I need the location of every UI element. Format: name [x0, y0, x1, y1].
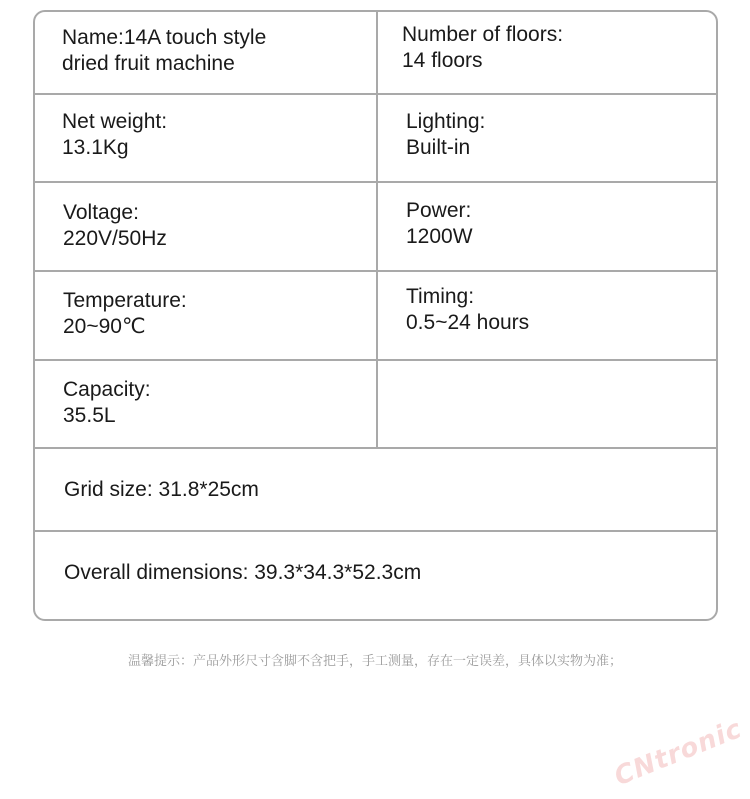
- spec-cell-name: [62, 25, 266, 77]
- spec-cell-net-weight: [62, 109, 167, 161]
- spec-row: [35, 183, 716, 272]
- spec-cell-power: [406, 198, 473, 250]
- spec-cell-capacity: [63, 377, 151, 429]
- spec-name-value: dried fruit machine: [62, 52, 235, 75]
- spec-overall-dimensions-text: Overall dimensions: 39.3*34.3*52.3cm: [64, 561, 422, 584]
- watermark-logo: CNtronic: [610, 713, 747, 793]
- spec-temperature-value: 20~90℃: [63, 315, 146, 338]
- spec-cell-lighting: [406, 109, 485, 161]
- spec-row: [35, 361, 716, 449]
- spec-lighting-label: Lighting:: [406, 110, 486, 133]
- spec-voltage-value: 220V/50Hz: [63, 227, 167, 250]
- spec-cell-grid-size: [64, 477, 259, 503]
- spec-cell-overall-dimensions: [64, 560, 421, 586]
- spec-timing-label: Timing:: [406, 285, 475, 308]
- spec-table: [33, 10, 718, 621]
- spec-floors-value: 14 floors: [402, 49, 483, 72]
- disclaimer-note: 温馨提示：产品外形尺寸含脚不含把手，手工测量，存在一定误差，具体以实物为准；: [127, 654, 622, 669]
- spec-power-label: Power:: [406, 199, 472, 222]
- spec-floors-label: Number of floors:: [402, 23, 564, 46]
- spec-temperature-label: Temperature:: [63, 289, 187, 312]
- spec-cell-timing: [406, 284, 529, 336]
- spec-net-weight-label: Net weight:: [62, 110, 168, 133]
- spec-grid-size-text: Grid size: 31.8*25cm: [64, 478, 259, 501]
- spec-power-value: 1200W: [406, 225, 473, 248]
- spec-cell-voltage: [63, 200, 167, 252]
- spec-row: [35, 12, 716, 95]
- spec-row: [35, 272, 716, 361]
- spec-capacity-label: Capacity:: [63, 378, 151, 401]
- spec-row: [35, 95, 716, 183]
- spec-timing-value: 0.5~24 hours: [406, 311, 530, 334]
- spec-row: [35, 532, 716, 621]
- spec-cell-floors: [402, 22, 563, 74]
- spec-capacity-value: 35.5L: [63, 404, 116, 427]
- spec-lighting-value: Built-in: [406, 136, 471, 159]
- spec-name-label: Name:14A touch style: [62, 26, 267, 49]
- spec-voltage-label: Voltage:: [63, 201, 139, 224]
- spec-net-weight-value: 13.1Kg: [62, 136, 129, 159]
- spec-cell-temperature: [63, 288, 187, 340]
- spec-row: [35, 449, 716, 532]
